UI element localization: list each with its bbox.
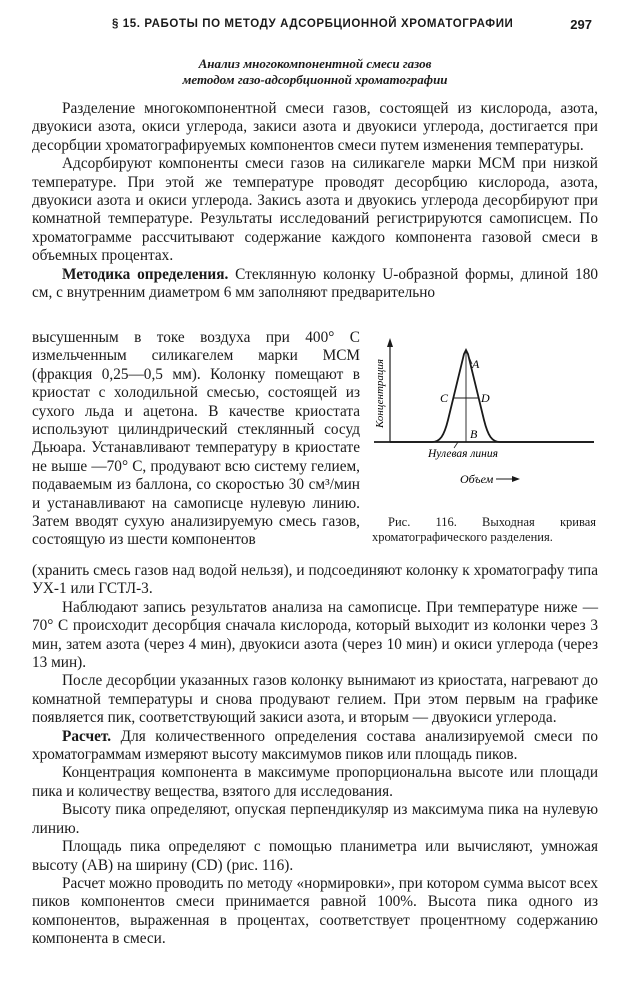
paragraph-calculation bbox=[32, 728, 598, 765]
x-axis-arrow bbox=[512, 476, 520, 482]
method-intro-text: Стеклянную колонку U-образной формы, длиной 180 см, с внутренним диаметром 6 мм заполняют предварительно bbox=[32, 265, 598, 302]
method-heading: Методика определения. bbox=[62, 265, 229, 283]
chromatogram-figure bbox=[366, 334, 598, 542]
subsection-title-line-2: методом газо-адсорбционной хроматографии bbox=[182, 72, 448, 87]
paragraph-peak-height: Высоту пика определяют, опуская перпендикуляр из максимума пика на нулевую линию. bbox=[32, 801, 598, 837]
paragraph-observation: Наблюдают запись результатов анализа на самописце. При температуре ниже —70° С происходит десорбция сначала кислорода, который выходит из колонки через 3 мин, затем азота (через 4 мин), двуокиси азота (через 10 мин) и окиси углерода (через 13 мин). bbox=[32, 598, 598, 672]
y-axis-arrow bbox=[387, 338, 393, 347]
y-axis-label: Концентрация bbox=[374, 358, 386, 428]
point-c-label: C bbox=[440, 391, 449, 405]
page-number: 297 bbox=[570, 17, 592, 32]
calculation-heading: Расчет. bbox=[62, 727, 112, 745]
text-block-main bbox=[32, 562, 598, 949]
section-title: § 15. РАБОТЫ ПО МЕТОДУ АДСОРБЦИОННОЙ ХРОМАТОГРАФИИ bbox=[112, 18, 514, 30]
chromatogram-plot bbox=[366, 334, 598, 514]
point-a-label: A bbox=[472, 357, 480, 371]
baseline-label: Нулевая линия bbox=[428, 448, 498, 460]
running-header bbox=[112, 18, 592, 38]
subsection-title-line-1: Анализ многокомпонентной смеси газов bbox=[198, 56, 432, 71]
paragraph-concentration: Концентрация компонента в максимуме пропорциональна высоте или площади пика и количеству вещества, взятого для исследования. bbox=[32, 764, 598, 800]
paragraph-adsorption: Адсорбируют компоненты смеси газов на силикагеле марки МСМ при низкой температуре. При этой же температуре проводят десорбцию кислорода, азота, двуокиси азота и окиси углерода. Закись азота и двуокись углерода десорбируют при комнатной температуре. Результаты исследований регистрируются самописцем. По хроматограмме рассчитывают содержание каждого компонента газовой смеси в объемных процентах. bbox=[32, 155, 598, 265]
paragraph-separation: Разделение многокомпонентной смеси газов, состоящей из кислорода, азота, двуокиси азота, окиси углерода, закиси азота и двуокиси углерода, достигается при десорбции хроматографируемых компонентов смеси путем изменения температуры. bbox=[32, 100, 598, 154]
calculation-text: Для количественного определения состава анализируемой смеси по хроматограммам измеряют высоту максимумов пиков или площадь пиков. bbox=[32, 727, 598, 764]
paragraph-peak-area: Площадь пика определяют с помощью планиметра или вычисляют, умножая высоту (AB) на ширину (CD) (рис. 116). bbox=[32, 838, 598, 874]
point-d-label: D bbox=[481, 391, 490, 405]
paragraph-normalization: Расчет можно проводить по методу «нормировки», при котором сумма высот всех пиков компонентов смеси принимается равной 100%. Высота пика одного из компонентов, выраженная в процентах, соответствует процентному содержанию компонента в смеси. bbox=[32, 874, 598, 948]
peak-curve bbox=[390, 350, 594, 442]
paragraph-method-wrapped: высушенным в токе воздуха при 400° С измельченным силикагелем марки МСМ (фракция 0,25—0,5 мм). Колонку помещают в криостат с холодильной смесью, состоящей из сухого льда и ацетона. В качестве криостата используют цилиндрический стеклянный сосуд Дьюара. Устанавливают температуру в криостате не выше —70° С, продувают всю систему гелием, подаваемым из баллона, со скоростью 30 см³/мин и устанавливают на самописце нулевую линию. Затем вводят сухую анализируемую смесь газов, состоящую из шести компонентов bbox=[32, 329, 360, 549]
text-block-intro bbox=[32, 100, 598, 302]
paragraph-method-start bbox=[32, 266, 598, 303]
x-axis-label: Объем bbox=[460, 472, 494, 486]
point-b-label: B bbox=[470, 427, 478, 441]
paragraph-method-end: (хранить смесь газов над водой нельзя), и подсоединяют колонку к хроматографу типа УХ-1 или ГСТЛ-3. bbox=[32, 562, 598, 598]
figure-caption: Рис. 116. Выходная кривая хроматографического разделения. bbox=[372, 515, 596, 544]
paragraph-after-desorption: После десорбции указанных газов колонку вынимают из криостата, нагревают до комнатной температуры и снова продувают гелием. При этом первым на графике появляется пик, соответствующий закиси азота, и вторым — двуокиси углерода. bbox=[32, 672, 598, 727]
